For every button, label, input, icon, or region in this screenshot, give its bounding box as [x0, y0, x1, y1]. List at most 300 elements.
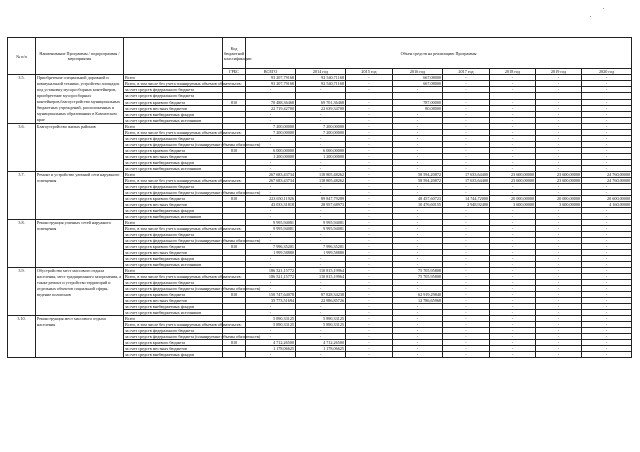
- year-value: -: [490, 208, 536, 214]
- funding-source-label: за счет средств федерального бюджета: [124, 136, 223, 142]
- year-value: 23 600,00000: [536, 172, 582, 178]
- section-number: 3.10.: [8, 316, 36, 358]
- year-value: -: [536, 274, 582, 280]
- year-value: -: [490, 220, 536, 226]
- year-value: -: [490, 226, 536, 232]
- year-value: -: [582, 328, 632, 334]
- total-value: 70 488,36468: [246, 99, 296, 105]
- total-value: -: [246, 232, 296, 238]
- year-value: -: [536, 304, 582, 310]
- year-value: -: [296, 328, 346, 334]
- year-value: -: [582, 232, 632, 238]
- total-value: -: [246, 286, 296, 292]
- total-value: 9 995,94081: [246, 220, 296, 226]
- year-value: 62 919,29840: [393, 292, 443, 298]
- year-value: -: [582, 166, 632, 172]
- year-value: -: [582, 256, 632, 262]
- year-value: -: [393, 328, 443, 334]
- year-value: 12 786,65968: [393, 298, 443, 304]
- year-value: -: [443, 136, 490, 142]
- year-value: -: [346, 274, 393, 280]
- total-value: 35 773,51694: [246, 298, 296, 304]
- year-value: -: [582, 160, 632, 166]
- year-value: -: [296, 280, 346, 286]
- program-funding-table: [7, 37, 632, 358]
- year-value: -: [582, 105, 632, 111]
- year-value: -: [443, 226, 490, 232]
- section-name: Благоустройство жилых районов: [36, 124, 124, 172]
- year-value: -: [443, 274, 490, 280]
- year-value: -: [582, 316, 632, 322]
- year-value: -: [443, 81, 490, 87]
- funding-source-label: за счет средств местных бюджетов: [124, 346, 223, 352]
- total-value: 7 200,00000: [246, 124, 296, 130]
- year-value: -: [490, 322, 536, 328]
- header-year: 2018 год: [490, 69, 536, 75]
- year-value: -: [582, 99, 632, 105]
- year-value: 3 600,00000: [536, 202, 582, 208]
- year-value: -: [346, 154, 393, 160]
- year-value: -: [443, 154, 490, 160]
- year-value: -: [443, 334, 490, 340]
- year-value: -: [536, 166, 582, 172]
- total-value: 1 999,58880: [246, 250, 296, 256]
- year-value: -: [443, 346, 490, 352]
- year-value: -: [536, 292, 582, 298]
- total-value: -: [246, 190, 296, 196]
- year-value: -: [346, 111, 393, 117]
- year-value: -: [490, 136, 536, 142]
- funding-source-label: за счет средств местных бюджетов: [124, 105, 223, 111]
- table-body: [8, 75, 632, 358]
- total-value: 1 200,00000: [246, 154, 296, 160]
- year-value: -: [296, 208, 346, 214]
- year-value: 10 476,60155: [393, 202, 443, 208]
- year-value: -: [443, 148, 490, 154]
- funding-source-label: за счет средств федерального бюджета (планируемые объемы обязательств): [125, 286, 261, 291]
- year-value: -: [296, 286, 346, 292]
- year-value: -: [393, 238, 443, 244]
- year-value: 5 890,33125: [296, 322, 346, 328]
- year-value: -: [536, 117, 582, 123]
- year-value: -: [346, 346, 393, 352]
- funding-source-label: за счет средств краевого бюджета: [124, 148, 223, 154]
- section-name: Ремонт и устройство уличной сети наружного освещения: [36, 172, 124, 220]
- year-value: -: [490, 142, 536, 148]
- total-value: 6 000,00000: [246, 148, 296, 154]
- year-value: -: [536, 208, 582, 214]
- year-value: -: [536, 316, 582, 322]
- total-value: -: [246, 262, 296, 268]
- year-value: -: [536, 226, 582, 232]
- total-value: -: [246, 111, 296, 117]
- funding-source-label: за счет средств федерального бюджета (планируемые объемы обязательств): [125, 334, 261, 339]
- year-value: -: [536, 238, 582, 244]
- year-value: -: [490, 250, 536, 256]
- year-value: -: [393, 87, 443, 93]
- year-value: -: [582, 292, 632, 298]
- year-value: -: [346, 117, 393, 123]
- year-value: -: [582, 154, 632, 160]
- funding-source-label: за счет средств краевого бюджета: [124, 292, 223, 298]
- funding-source-label: за счет средств федерального бюджета: [124, 87, 223, 93]
- year-value: -: [536, 334, 582, 340]
- grbs-code: 810: [223, 244, 246, 250]
- section-name: Реконструкция уличных сетей наружного освещения: [36, 220, 124, 268]
- year-value: -: [536, 352, 582, 358]
- year-value: 118 805,48262: [296, 172, 346, 178]
- funding-source-label: Всего, в том числе без учета планируемых объемов обязательств:: [125, 322, 242, 327]
- year-value: -: [582, 226, 632, 232]
- year-value: -: [443, 310, 490, 316]
- year-value: -: [536, 81, 582, 87]
- year-value: -: [536, 148, 582, 154]
- year-value: 23 600,00000: [536, 178, 582, 184]
- year-value: -: [536, 298, 582, 304]
- year-value: -: [582, 286, 632, 292]
- year-value: 4 712,26500: [296, 340, 346, 346]
- funding-source-label: за счет средств внебюджетных фондов: [124, 111, 223, 117]
- total-value: -: [246, 310, 296, 316]
- total-value: -: [246, 160, 296, 166]
- year-value: -: [443, 87, 490, 93]
- year-value: -: [582, 268, 632, 274]
- total-value: -: [246, 166, 296, 172]
- year-value: -: [582, 142, 632, 148]
- year-value: 58 594,20872: [393, 178, 443, 184]
- year-value: -: [346, 280, 393, 286]
- year-value: -: [346, 178, 393, 184]
- total-value: -: [246, 334, 296, 340]
- year-value: 1 178,06625: [296, 346, 346, 352]
- header-grbs: ГРБС: [223, 69, 246, 75]
- year-value: -: [346, 214, 393, 220]
- year-value: -: [346, 262, 393, 268]
- year-value: -: [346, 232, 393, 238]
- year-value: -: [296, 111, 346, 117]
- year-value: -: [346, 268, 393, 274]
- total-value: 150 747,64078: [246, 292, 296, 298]
- year-value: -: [393, 136, 443, 142]
- year-value: -: [443, 232, 490, 238]
- scan-speck: [590, 16, 591, 17]
- total-value: -: [246, 214, 296, 220]
- year-value: -: [536, 130, 582, 136]
- year-value: -: [296, 160, 346, 166]
- total-value: 5 890,33125: [246, 316, 296, 322]
- total-value: 43 033,31818: [246, 202, 296, 208]
- section-number: 3.5.: [8, 75, 36, 124]
- total-value: -: [246, 304, 296, 310]
- year-value: -: [346, 190, 393, 196]
- year-value: -: [582, 130, 632, 136]
- year-value: -: [536, 75, 582, 81]
- header-total: ВСЕГО: [246, 69, 296, 75]
- year-value: -: [490, 105, 536, 111]
- funding-source-label: за счет средств внебюджетных фондов: [124, 256, 223, 262]
- year-value: 89 847,79289: [296, 196, 346, 202]
- year-value: -: [443, 286, 490, 292]
- year-value: 75 705,95808: [393, 268, 443, 274]
- year-value: -: [490, 292, 536, 298]
- year-value: -: [582, 220, 632, 226]
- total-value: 4 712,26500: [246, 340, 296, 346]
- year-value: 24 760,00000: [582, 178, 632, 184]
- funding-source-label: Всего: [124, 268, 223, 274]
- year-value: -: [536, 256, 582, 262]
- total-value: 7 996,35201: [246, 244, 296, 250]
- year-value: 1 200,00000: [296, 154, 346, 160]
- year-value: 23 600,00000: [490, 178, 536, 184]
- year-value: -: [393, 340, 443, 346]
- year-value: -: [582, 280, 632, 286]
- year-value: -: [536, 322, 582, 328]
- year-value: 28 957,68973: [296, 202, 346, 208]
- year-value: -: [393, 352, 443, 358]
- year-value: -: [346, 184, 393, 190]
- section-number: 3.6.: [8, 124, 36, 172]
- year-value: -: [490, 274, 536, 280]
- funding-source-label: за счет средств внебюджетных источников: [124, 117, 223, 123]
- year-value: -: [443, 208, 490, 214]
- year-value: -: [490, 352, 536, 358]
- year-value: 75 705,95808: [393, 274, 443, 280]
- year-value: -: [443, 340, 490, 346]
- year-value: 20 000,00000: [536, 196, 582, 202]
- total-value: 223 650,11926: [246, 196, 296, 202]
- year-value: -: [346, 250, 393, 256]
- year-value: -: [346, 256, 393, 262]
- funding-source-label: за счет средств местных бюджетов: [124, 202, 223, 208]
- year-value: 6 000,00000: [296, 148, 346, 154]
- year-value: 17 633,64400: [443, 178, 490, 184]
- year-value: -: [582, 184, 632, 190]
- year-value: -: [490, 298, 536, 304]
- year-value: -: [582, 148, 632, 154]
- year-value: -: [346, 99, 393, 105]
- year-value: -: [536, 87, 582, 93]
- total-value: 186 521,15772: [246, 274, 296, 280]
- total-value: -: [246, 352, 296, 358]
- total-value: -: [246, 256, 296, 262]
- year-value: -: [536, 340, 582, 346]
- funding-source-label: Всего: [124, 220, 223, 226]
- grbs-code: 810: [223, 99, 246, 105]
- section-name: Реконструкция мест массового отдыха населения: [36, 316, 124, 358]
- year-value: -: [536, 160, 582, 166]
- year-value: -: [490, 238, 536, 244]
- year-value: -: [346, 166, 393, 172]
- year-value: -: [490, 244, 536, 250]
- funding-source-label: Всего: [124, 172, 223, 178]
- year-value: -: [443, 75, 490, 81]
- year-value: -: [443, 280, 490, 286]
- total-value: -: [246, 208, 296, 214]
- year-value: -: [443, 268, 490, 274]
- funding-source-label: за счет средств внебюджетных источников: [124, 214, 223, 220]
- year-value: 92 540,71168: [296, 75, 346, 81]
- year-value: -: [490, 316, 536, 322]
- total-value: 267 683,43734: [246, 172, 296, 178]
- year-value: -: [393, 310, 443, 316]
- year-value: -: [490, 304, 536, 310]
- section-name: Приобретение специальной дорожной и коммунальной техники, устройство площадок под установку мусоросборных контейнеров, приобретение мусоросборных контейнеров,благоустройство муниципальных бюджетных учреждений, расположенных в муниципальных образованиях в Камчатском крае: [36, 75, 124, 124]
- year-value: -: [490, 130, 536, 136]
- funding-source-label: за счет средств федерального бюджета: [124, 93, 223, 99]
- year-value: -: [346, 130, 393, 136]
- year-value: 17 633,64400: [443, 172, 490, 178]
- year-value: -: [536, 262, 582, 268]
- year-value: -: [536, 310, 582, 316]
- total-value: -: [246, 328, 296, 334]
- year-value: -: [536, 124, 582, 130]
- section-number: 3.8.: [8, 220, 36, 268]
- year-value: -: [490, 111, 536, 117]
- funding-source-label: за счет средств краевого бюджета: [124, 340, 223, 346]
- year-value: -: [536, 142, 582, 148]
- total-value: 9 995,94081: [246, 226, 296, 232]
- year-value: -: [346, 286, 393, 292]
- year-value: -: [582, 208, 632, 214]
- year-value: -: [346, 87, 393, 93]
- year-value: -: [536, 111, 582, 117]
- year-value: -: [582, 111, 632, 117]
- funding-source-label: за счет средств краевого бюджета: [124, 244, 223, 250]
- year-value: 22 639,34700: [296, 105, 346, 111]
- year-value: -: [393, 304, 443, 310]
- year-value: -: [490, 256, 536, 262]
- year-value: 87 828,34238: [296, 292, 346, 298]
- year-value: -: [443, 244, 490, 250]
- year-value: 1 999,58880: [296, 250, 346, 256]
- year-value: -: [296, 310, 346, 316]
- year-value: -: [393, 117, 443, 123]
- year-value: -: [346, 316, 393, 322]
- funding-source-label: за счет средств краевого бюджета: [124, 196, 223, 202]
- grbs-code: 810: [223, 292, 246, 298]
- grbs-code: 810: [223, 340, 246, 346]
- year-value: -: [393, 334, 443, 340]
- year-value: -: [393, 166, 443, 172]
- year-value: -: [393, 184, 443, 190]
- year-value: -: [346, 148, 393, 154]
- year-value: 5 890,33125: [296, 316, 346, 322]
- year-value: -: [393, 280, 443, 286]
- year-value: -: [490, 81, 536, 87]
- header-year: 2016 год: [393, 69, 443, 75]
- year-value: -: [443, 105, 490, 111]
- year-value: -: [443, 124, 490, 130]
- header-year: 2019 год: [536, 69, 582, 75]
- year-value: -: [393, 232, 443, 238]
- year-value: -: [536, 136, 582, 142]
- year-value: -: [393, 256, 443, 262]
- year-value: -: [443, 111, 490, 117]
- year-value: -: [582, 117, 632, 123]
- year-value: -: [346, 142, 393, 148]
- total-value: 22 719,42700: [246, 105, 296, 111]
- year-value: -: [346, 304, 393, 310]
- year-value: 9 995,94081: [296, 220, 346, 226]
- year-value: -: [443, 328, 490, 334]
- year-value: -: [490, 154, 536, 160]
- year-value: -: [346, 292, 393, 298]
- year-value: -: [393, 250, 443, 256]
- funding-source-label: Всего, в том числе без учета планируемых объемов обязательств:: [125, 226, 242, 231]
- section-number: 3.9.: [8, 268, 36, 316]
- funding-source-label: за счет средств внебюджетных фондов: [124, 160, 223, 166]
- year-value: -: [582, 250, 632, 256]
- year-value: 667,08000: [393, 81, 443, 87]
- year-value: 4 160,00000: [582, 202, 632, 208]
- header-name: Наименование Программы / подпрограммы / мероприятия: [36, 38, 124, 75]
- year-value: -: [393, 214, 443, 220]
- year-value: -: [490, 262, 536, 268]
- funding-source-label: за счет средств внебюджетных источников: [124, 262, 223, 268]
- year-value: -: [346, 352, 393, 358]
- header-year: 2014 год: [296, 69, 346, 75]
- year-value: -: [443, 142, 490, 148]
- year-value: 14 744,72000: [443, 196, 490, 202]
- year-value: -: [490, 87, 536, 93]
- year-value: -: [536, 99, 582, 105]
- year-value: -: [296, 136, 346, 142]
- year-value: -: [490, 280, 536, 286]
- year-value: -: [393, 190, 443, 196]
- year-value: -: [443, 238, 490, 244]
- funding-source-label: за счет средств внебюджетных фондов: [124, 352, 223, 358]
- year-value: -: [346, 220, 393, 226]
- funding-source-label: за счет средств местных бюджетов: [124, 298, 223, 304]
- year-value: -: [536, 105, 582, 111]
- funding-source-label: за счет средств федерального бюджета: [124, 280, 223, 286]
- funding-source-label: за счет средств местных бюджетов: [124, 250, 223, 256]
- total-value: 186 521,15772: [246, 268, 296, 274]
- year-value: -: [296, 87, 346, 93]
- year-value: -: [490, 166, 536, 172]
- header-year: 2015 год: [346, 69, 393, 75]
- year-value: -: [346, 334, 393, 340]
- funding-source-label: за счет средств федерального бюджета (планируемые объемы обязательств): [125, 142, 261, 147]
- year-value: -: [490, 124, 536, 130]
- year-value: -: [443, 256, 490, 262]
- year-value: -: [443, 352, 490, 358]
- header-year: 2017 год: [443, 69, 490, 75]
- total-value: -: [246, 280, 296, 286]
- year-value: -: [582, 124, 632, 130]
- year-value: -: [296, 142, 346, 148]
- funding-source-label: за счет средств федерального бюджета: [124, 232, 223, 238]
- year-value: -: [346, 208, 393, 214]
- year-value: -: [536, 244, 582, 250]
- year-value: -: [393, 111, 443, 117]
- year-value: -: [296, 238, 346, 244]
- year-value: -: [443, 190, 490, 196]
- year-value: -: [536, 190, 582, 196]
- year-value: -: [490, 117, 536, 123]
- total-value: 93 207,79168: [246, 81, 296, 87]
- year-value: 2 948,92400: [443, 202, 490, 208]
- year-value: -: [582, 81, 632, 87]
- year-value: 80,08000: [393, 105, 443, 111]
- year-value: -: [536, 220, 582, 226]
- year-value: -: [393, 208, 443, 214]
- year-value: -: [393, 346, 443, 352]
- funding-source-label: Всего, в том числе без учета планируемых объемов обязательств:: [125, 178, 242, 183]
- year-value: -: [346, 172, 393, 178]
- year-value: -: [490, 184, 536, 190]
- funding-source-label: за счет средств федерального бюджета (планируемые объемы обязательств): [125, 190, 261, 195]
